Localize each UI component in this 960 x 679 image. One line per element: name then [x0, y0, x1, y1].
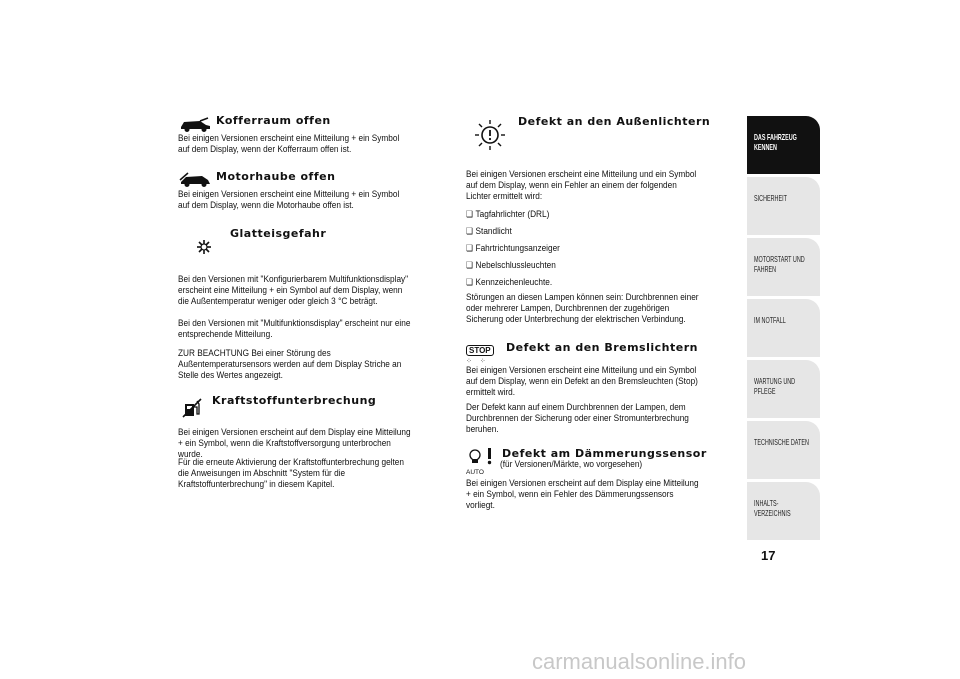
tab-wartung-und-pflege[interactable]: WARTUNG UND PFLEGE: [747, 360, 820, 418]
brake-text-2: Der Defekt kann auf einem Durchbrennen der Lampen, dem Durchbrennen der Sicherung oder einer Stromunterbrechung beruhen.: [466, 402, 689, 435]
page-number: 17: [761, 548, 776, 563]
bonnet-text: Bei einigen Versionen erscheint eine Mitteilung + ein Symbol auf dem Display, wenn die Motorhaube offen ist.: [178, 189, 400, 211]
dusk-title: Defekt am Dämmerungssensor: [502, 447, 707, 460]
ice-text-1: Bei den Versionen mit "Konfigurierbarem Multifunktionsdisplay" erscheint eine Mitteilung + ein Symbol auf dem Display, wenn die Außentemperatur weniger oder gleich 3 °C beträgt.: [178, 274, 409, 307]
ice-text-3: ZUR BEACHTUNG Bei einer Störung des Außentemperatursensors werden auf dem Display Striche an Stelle des Wertes angezeigt.: [178, 348, 402, 381]
trunk-text: Bei einigen Versionen erscheint eine Mitteilung + ein Symbol auf dem Display, wenn der Kofferraum offen ist.: [178, 133, 400, 155]
dusk-subtitle: (für Versionen/Märkte, wo vorgesehen): [500, 459, 643, 470]
car-bonnet-open-icon: [178, 171, 212, 187]
ice-text-2: Bei den Versionen mit "Multifunktionsdisplay" erscheint nur eine entsprechende Mitteilung.: [178, 318, 411, 340]
tab-das-fahrzeug-kennen[interactable]: DAS FAHRZEUG KENNEN: [747, 116, 820, 174]
fuel-title: Kraftstoffunterbrechung: [212, 394, 377, 407]
exterior-text-1: Bei einigen Versionen erscheint eine Mitteilung und ein Symbol auf dem Display, wenn ein Fehler an einem der folgenden Lichter ermittelt wird:: [466, 169, 697, 202]
tab-technische-daten[interactable]: TECHNISCHE DATEN: [747, 421, 820, 479]
brake-lights-fault-icon: STOP ⁘ ⁘: [466, 340, 500, 360]
snowflake-icon: [196, 239, 212, 255]
exterior-lights-list: [466, 206, 575, 291]
fuel-cutoff-icon: [182, 398, 202, 418]
fuel-text-2: Für die erneute Aktivierung der Kraftstoffunterbrechung gelten die Anweisungen im Abschnitt "System für die Kraftstoffunterbrechung" in diesem Kapitel.: [178, 457, 404, 490]
brake-text-1: Bei einigen Versionen erscheint eine Mitteilung und ein Symbol auf dem Display, wenn ein Defekt an den Bremsleuchten (Stop) ermittelt wird.: [466, 365, 698, 398]
exterior-lights-fault-icon: [474, 119, 506, 151]
brake-title: Defekt an den Bremslichtern: [506, 341, 698, 354]
dusk-text: Bei einigen Versionen erscheint auf dem Display eine Mitteilung + ein Symbol, wenn ein Fehler des Dämmerungssensors vorliegt.: [466, 478, 699, 511]
bonnet-title: Motorhaube offen: [216, 170, 336, 183]
list-item: ❏ Fahrtrichtungsanzeiger: [466, 240, 575, 257]
list-item: ❏ Tagfahrlichter (DRL): [466, 206, 575, 223]
car-trunk-open-icon: [178, 116, 212, 132]
tab-im-notfall[interactable]: IM NOTFALL: [747, 299, 820, 357]
trunk-title: Kofferraum offen: [216, 114, 331, 127]
list-item: ❏ Nebelschlussleuchten: [466, 257, 575, 274]
tab-motorstart-und-fahren[interactable]: MOTORSTART UND FAHREN: [747, 238, 820, 296]
exterior-title: Defekt an den Außenlichtern: [518, 115, 711, 128]
chapter-sidebar: [747, 116, 820, 543]
watermark: carmanualsonline.info: [532, 649, 747, 674]
list-item: ❏ Kennzeichenleuchte.: [466, 274, 575, 291]
exterior-text-2: Störungen an diesen Lampen können sein: Durchbrennen einer oder mehrerer Lampen, Durchbrennen der zugehörigen Sicherung oder Unterbrechung der elektrischen Verbindung.: [466, 292, 699, 325]
fuel-text-1: Bei einigen Versionen erscheint auf dem Display eine Mitteilung + ein Symbol, wenn die Kraftstoffversorgung unterbrochen wurde.: [178, 427, 411, 460]
tab-inhaltsverzeichnis[interactable]: INHALTS- VERZEICHNIS: [747, 482, 820, 540]
list-item: ❏ Standlicht: [466, 223, 575, 240]
tab-sicherheit[interactable]: SICHERHEIT: [747, 177, 820, 235]
dusk-sensor-fault-icon: AUTO: [466, 446, 496, 474]
ice-title: Glatteisgefahr: [230, 227, 327, 240]
